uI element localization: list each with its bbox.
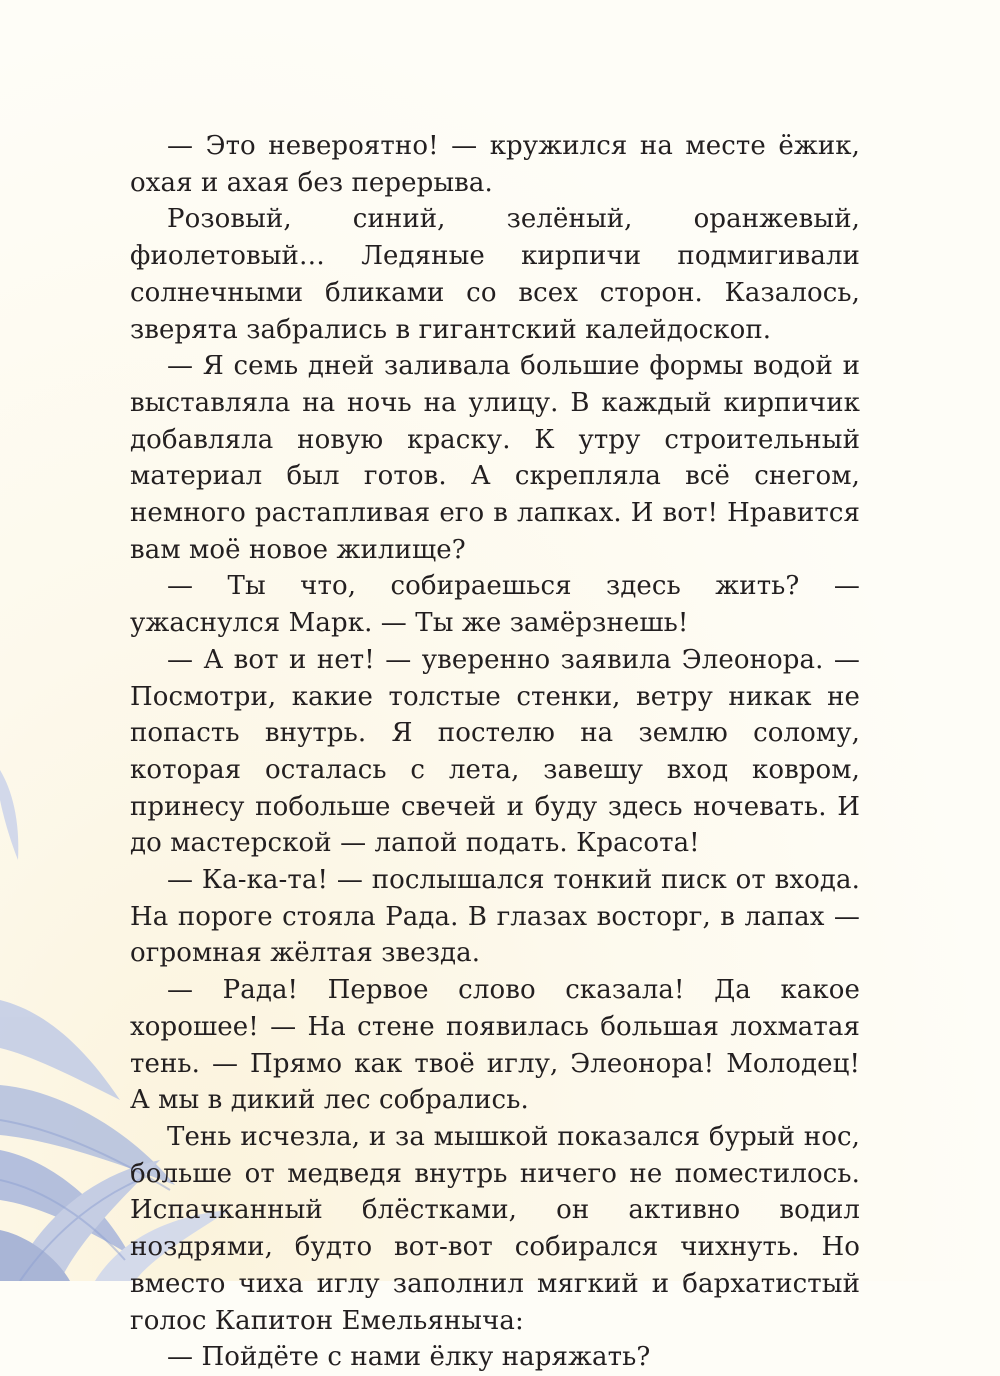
paragraph: — Ты что, собираешься здесь жить? — ужаснулся Марк. — Ты же замёрзнешь! xyxy=(130,571,860,639)
paragraph: — Я семь дней заливала большие формы водой и выставляла на ночь на улицу. В каждый кирпичик добавляла новую краску. К утру строительный материал был готов. А скрепляла всё снегом, немного растапливая его в лапках. И вот! Нравится вам моё новое жилище? xyxy=(130,351,860,565)
paragraph: Тень исчезла, и за мышкой показался бурый нос, больше от медведя внутрь ничего не поместилось. Испачканный блёстками, он активно водил ноздрями, будто вот-вот собирался чихнуть. Но вместо чиха иглу заполнил мягкий и бархатистый голос Капитон Емельяныча: xyxy=(130,1121,860,1336)
paragraph: — А вот и нет! — уверенно заявила Элеонора. — Посмотри, какие толстые стенки, ветру никак не попасть внутрь. Я постелю на землю солому, которая осталась с лета, завешу вход ковром, принесу побольше свечей и буду здесь ночевать. И до мастерской — лапой подать. Красота! xyxy=(130,644,860,859)
paragraph: — Ка-ка-та! — послышался тонкий писк от входа. На пороге стояла Рада. В глазах восторг, в лапах — огромная жёлтая звезда. xyxy=(130,865,860,969)
paragraph: Розовый, синий, зелёный, оранжевый, фиолетовый… Ледяные кирпичи подмигивали солнечными бликами со всех сторон. Казалось, зверята забрались в гигантский калейдоскоп. xyxy=(130,204,860,345)
paragraph: — Пойдёте с нами ёлку наряжать? xyxy=(167,1342,651,1373)
paragraph: — Это невероятно! — кружился на месте ёжик, охая и ахая без перерыва. xyxy=(130,131,860,198)
story-text xyxy=(130,128,860,1376)
paragraph: — Рада! Первое слово сказала! Да какое хорошее! — На стене появилась большая лохматая тень. — Прямо как твоё иглу, Элеонора! Молодец! А мы в дикий лес собрались. xyxy=(130,975,860,1116)
